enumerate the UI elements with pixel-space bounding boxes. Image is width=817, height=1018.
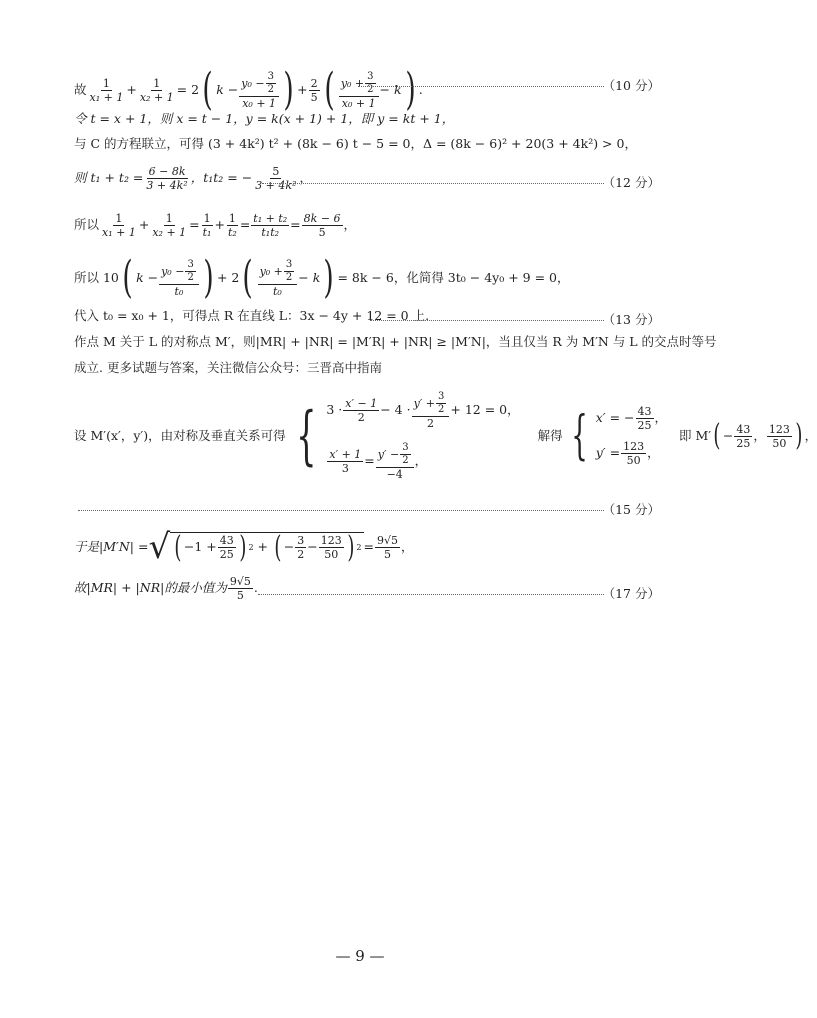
solution-line-4 xyxy=(74,166,312,191)
dotted-leader xyxy=(370,320,604,321)
fraction: $\frac{6 - 8k}{\text{3 + 4k²}}$ xyxy=(146,165,188,192)
operator: = xyxy=(363,538,374,554)
fraction: y₀ + $\frac{3}{2}$ x₀ + 1 xyxy=(339,72,379,109)
text-suffix: = 8k − 6，化简得 3t₀ − 4y₀ + 9 = 0， xyxy=(337,269,570,285)
operator: + xyxy=(214,217,225,233)
fraction: $\frac{1}{\text{x₂ + 1}}$ xyxy=(152,212,187,239)
dotted-leader xyxy=(258,594,604,595)
page-number: — 9 — xyxy=(335,947,385,965)
right-paren: ) xyxy=(203,252,214,303)
solution-line-9: 成立. 更多试题与答案，关注微信公众号：三晋高中指南 xyxy=(74,360,382,375)
right-paren: ) xyxy=(283,64,294,115)
left-paren: ( xyxy=(122,252,133,303)
fraction: $\frac{1}{\text{x₁ + 1}}$ xyxy=(89,76,124,104)
operator: . xyxy=(418,81,423,97)
score-label: （13 分） xyxy=(602,312,660,327)
operator: + xyxy=(138,217,150,233)
fraction: y₀ − $\frac{3}{2}$ x₀ + 1 xyxy=(239,72,279,109)
left-paren: ( xyxy=(242,252,254,303)
fraction: y₀ − $\frac{3}{2}$ t₀ xyxy=(159,260,199,297)
solution-line-1 xyxy=(74,64,423,115)
solution-line-8: 作点 M 关于 L 的对称点 M′，则|MR| + |NR| = |M′R| + |NR| ≥ |M′N|，当且仅当 R 为 M′N 与 L 的交点时等号 xyxy=(74,334,717,349)
solution-line-2: 令 t = x + 1，则 x = t − 1，y = k(x + 1) + 1，即 y = kt + 1， xyxy=(74,111,455,126)
text-prefix: 设 M′(x′，y′)，由对称及垂直关系可得 xyxy=(74,427,286,443)
operator: = xyxy=(290,217,301,233)
text-mid: ，t₁t₂ = − xyxy=(190,170,253,186)
fraction: $\frac{9√5}{5}$ xyxy=(229,575,251,602)
fraction: y₀ + $\frac{3}{2}$ t₀ xyxy=(258,260,298,297)
fraction: $\frac{1}{\text{x₁ + 1}}$ xyxy=(102,212,136,239)
text-prefix: 则 t₁ + t₂ = xyxy=(74,170,144,186)
text-suffix: ， xyxy=(804,427,817,443)
dotted-leader xyxy=(358,86,604,87)
score-label: （15 分） xyxy=(602,502,660,517)
right-paren: ) xyxy=(795,418,803,453)
text-prefix: 所以 xyxy=(74,217,100,233)
text-prefix: 所以 10 xyxy=(74,269,119,285)
text-suffix: ， xyxy=(401,538,414,554)
term: − k xyxy=(379,81,402,97)
left-paren: ( xyxy=(202,64,213,115)
solution-line-12 xyxy=(74,527,414,567)
fraction: $\frac{8k - 6}{5}$ xyxy=(303,212,341,239)
text-answer: 即 M′ xyxy=(679,427,712,443)
fraction: $\frac{1}{\text{t₂}}$ xyxy=(227,212,237,239)
operator: = xyxy=(239,217,251,233)
fraction: $\frac{2}{5}$ xyxy=(310,76,318,104)
right-paren: ) xyxy=(404,64,416,115)
dotted-leader xyxy=(262,183,604,184)
text-suffix: ， xyxy=(343,217,357,233)
text-prefix: 于是|M′N| = xyxy=(74,538,149,554)
fraction: $\frac{5}{\text{3 + 4k²}}$ xyxy=(255,165,297,192)
solution-line-3: 与 C 的方程联立，可得 (3 + 4k²) t² + (8k − 6) t − 5 = 0，Δ = (8k − 6)² + 20(3 + 4k²) > 0， xyxy=(74,136,637,151)
operator: = 2 xyxy=(176,81,200,97)
text-prefix: 故|MR| + |NR|的最小值为 xyxy=(74,580,227,596)
dotted-leader xyxy=(78,510,604,511)
solution-line-10 xyxy=(74,392,817,480)
left-paren: ( xyxy=(324,64,335,115)
solution-line-6 xyxy=(74,252,570,303)
equation-system: { 3 · $\frac{x' - 1}{2}$ − 4 · y′ + $\frac{3}{2}$ 2 + 12 = 0， $\frac{x' + 1}{3}$ = y′ − $\frac{3}{2}$ −4 ， xyxy=(295,391,520,481)
score-label: （17 分） xyxy=(602,586,660,601)
term: k − xyxy=(136,269,159,285)
text-prefix: 故 xyxy=(74,81,87,97)
fraction: $\frac{1}{\text{t₁}}$ xyxy=(202,212,212,239)
term: − k xyxy=(298,269,321,285)
solution-line-13 xyxy=(74,576,258,601)
score-label: （10 分） xyxy=(602,78,660,93)
left-brace: { xyxy=(570,406,588,466)
text-suffix: ， xyxy=(299,170,312,186)
solution-line-5 xyxy=(74,213,356,238)
score-label: （12 分） xyxy=(602,175,660,190)
fraction: $\frac{\text{t₁ + t₂}}{\text{t₁t₂}}$ xyxy=(253,212,288,239)
term: k − xyxy=(216,81,239,97)
text-suffix: . xyxy=(253,580,258,596)
left-paren: ( xyxy=(713,418,721,453)
fraction: $\frac{43}{25}$ xyxy=(736,422,751,450)
fraction: $\frac{123}{50}$ xyxy=(768,422,790,450)
fraction: $\frac{9√5}{5}$ xyxy=(377,533,399,561)
right-paren: ) xyxy=(323,252,335,303)
solution-line-7: 代入 t₀ = x₀ + 1，可得点 R 在直线 L：3x − 4y + 12 = 0 上. xyxy=(74,308,430,323)
operator: = xyxy=(189,217,200,233)
operator: + xyxy=(126,81,137,97)
operator: ， xyxy=(753,427,766,443)
square-root: √ ( −1 + $\frac{43}{25}$ ) 2 + ( − $\frac{3}{2}$ − $\frac{123}{50}$ ) 2 xyxy=(148,527,362,567)
solution-system: { x′ = − $\frac{43}{25}$ ， y′ = $\frac{123}{50}$ ， xyxy=(570,405,668,467)
left-brace: { xyxy=(295,399,317,473)
text-solve: 解得 xyxy=(537,427,563,443)
operator: − xyxy=(722,427,734,443)
operator: + 2 xyxy=(216,269,240,285)
operator: + xyxy=(297,81,308,97)
fraction: $\frac{1}{\text{x₂ + 1}}$ xyxy=(139,76,174,104)
